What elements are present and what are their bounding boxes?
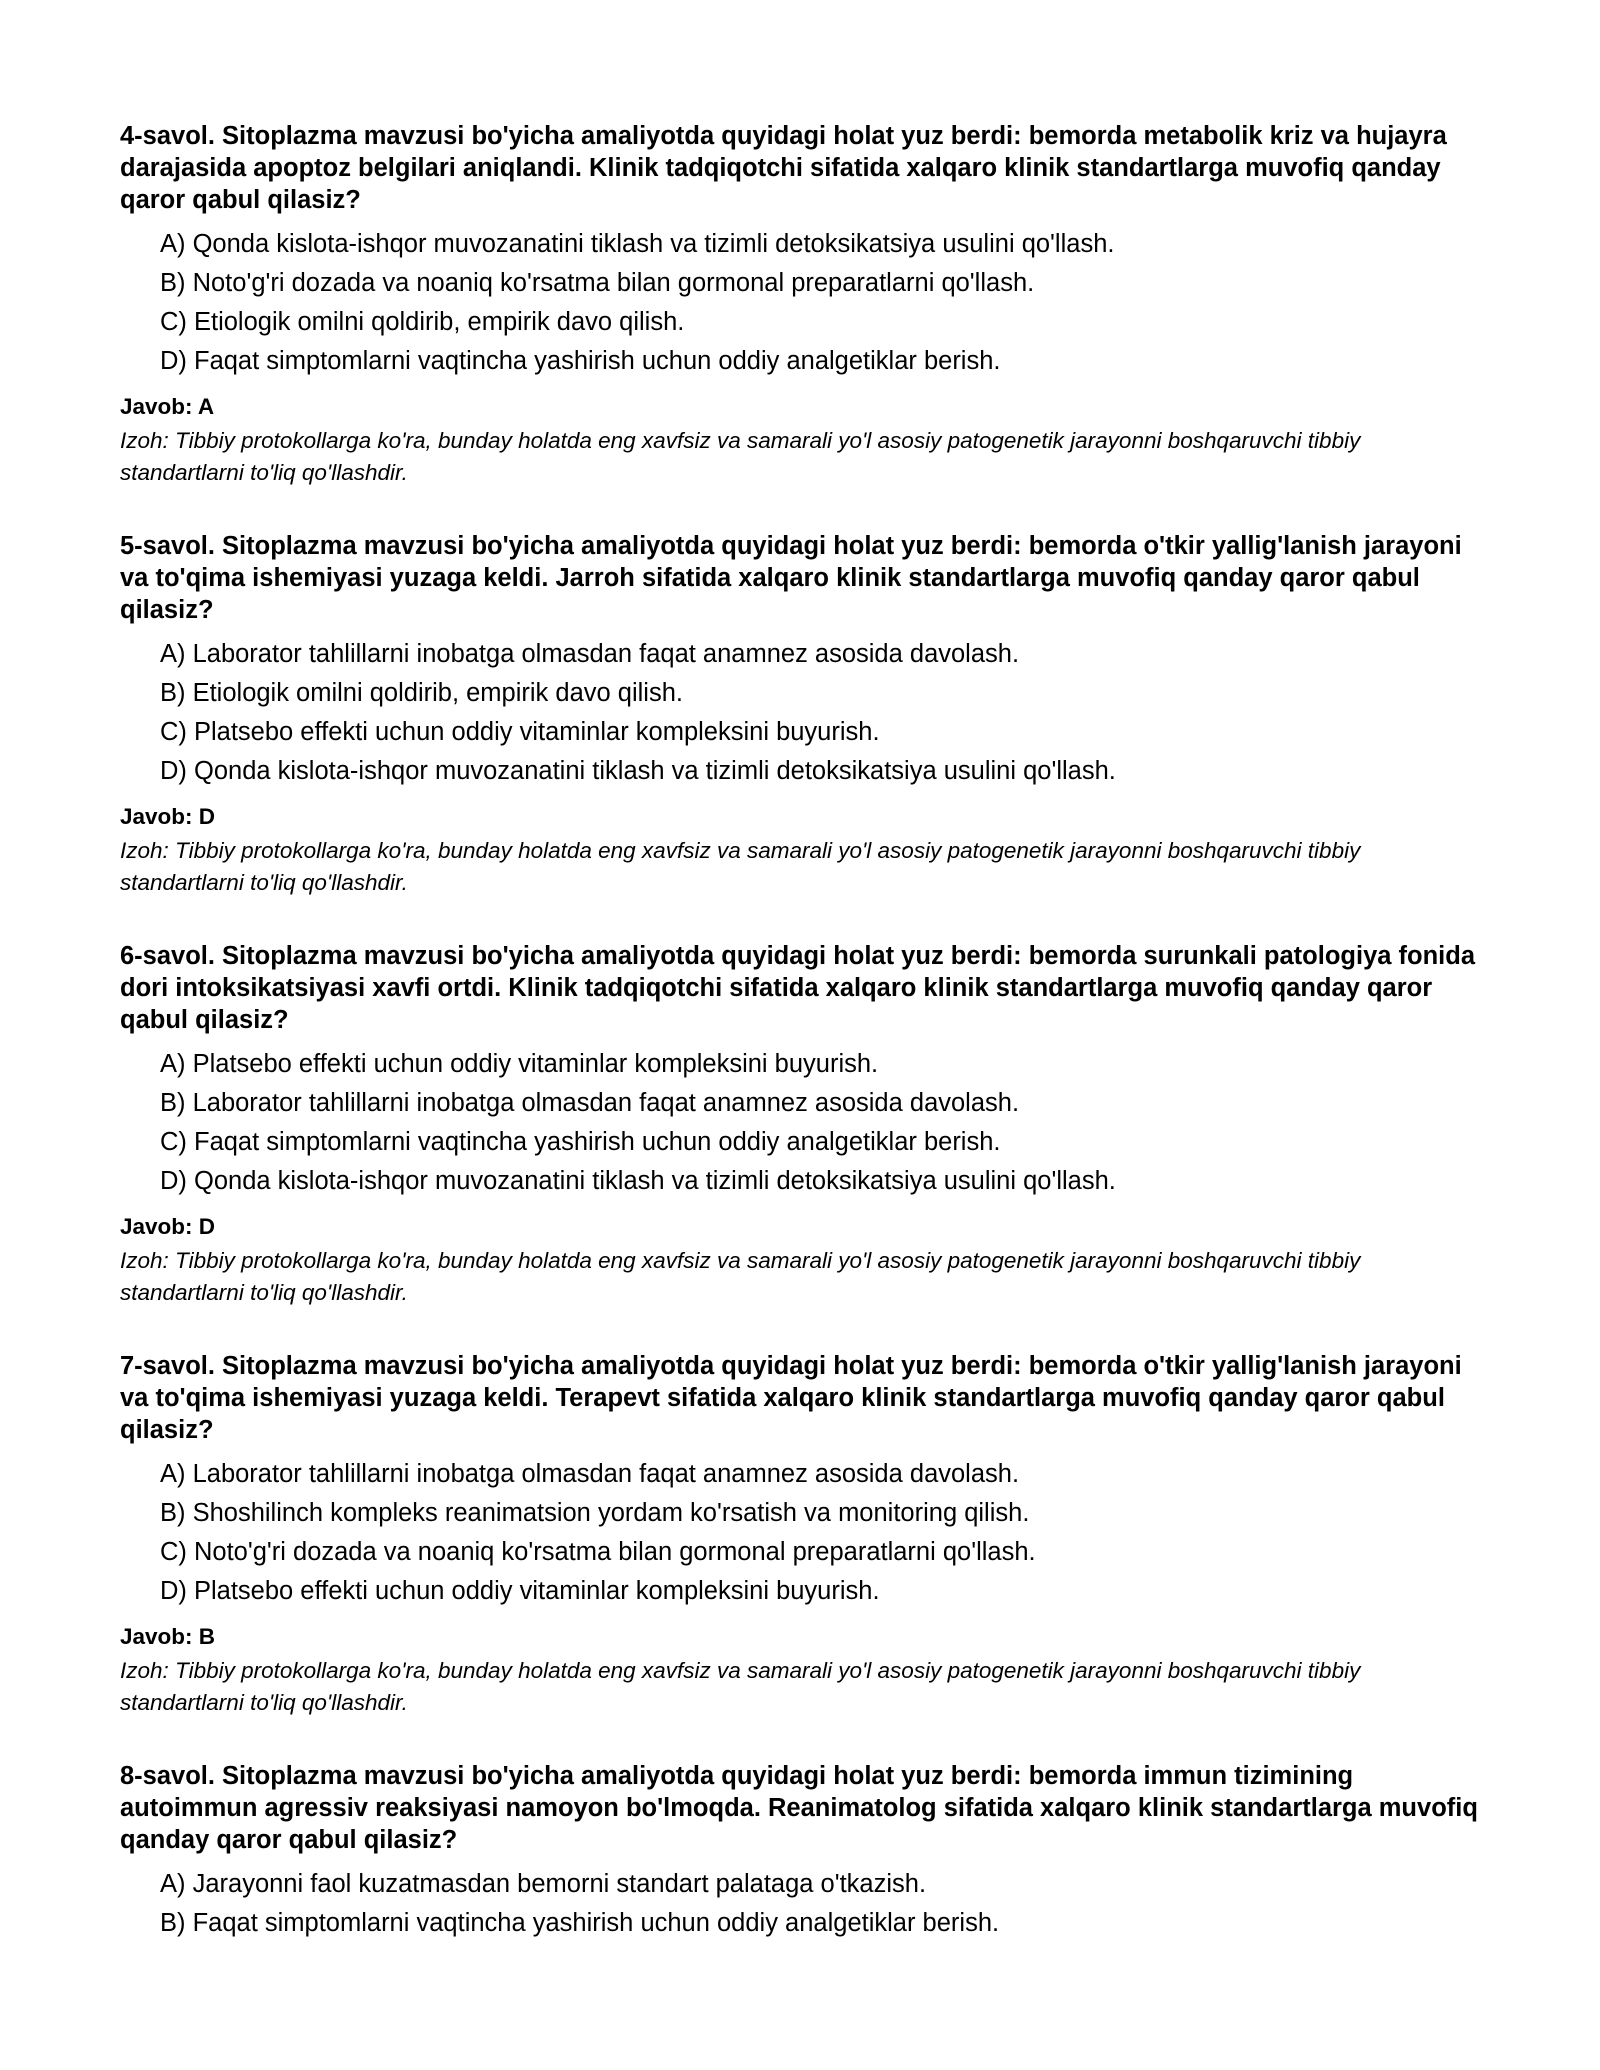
option-b: B) Etiologik omilni qoldirib, empirik davo qilish. (160, 679, 683, 707)
question-4 (120, 120, 1490, 488)
question-title: 4-savol. Sitoplazma mavzusi bo'yicha amaliyotda quyidagi holat yuz berdi: bemorda metabolik kriz va hujayra darajasida apoptoz belgilari aniqlandi. Klinik tadqiqotchi sifatida xalqaro klinik standartlarga muvofiq qanday qaror qabul qilasiz? (120, 122, 1447, 214)
question-5 (120, 530, 1490, 898)
option-list (120, 635, 1490, 791)
option-c: C) Noto'g'ri dozada va noaniq ko'rsatma bilan gormonal preparatlarni qo'llash. (160, 1538, 1036, 1566)
explanation-text: Izoh: Tibbiy protokollarga ko'ra, bunday holatda eng xavfsiz va samarali yo'l asosiy patogenetik jarayonni boshqaruvchi tibbiy standartlarni to'liq qo'llashdir. (120, 838, 1361, 895)
option-b: B) Shoshilinch kompleks reanimatsion yordam ko'rsatish va monitoring qilish. (160, 1499, 1030, 1527)
option-c: C) Etiologik omilni qoldirib, empirik davo qilish. (160, 308, 685, 336)
option-b: B) Noto'g'ri dozada va noaniq ko'rsatma bilan gormonal preparatlarni qo'llash. (160, 269, 1035, 297)
option-b: B) Laborator tahlillarni inobatga olmasdan faqat anamnez asosida davolash. (160, 1089, 1020, 1117)
option-a: A) Qonda kislota-ishqor muvozanatini tiklash va tizimli detoksikatsiya usulini qo'llash. (160, 230, 1115, 258)
question-8 (120, 1760, 1490, 1943)
answer-label: Javob: B (120, 1624, 216, 1649)
option-list (120, 1455, 1490, 1611)
option-b: B) Faqat simptomlarni vaqtincha yashirish uchun oddiy analgetiklar berish. (160, 1909, 1000, 1937)
option-d: D) Platsebo effekti uchun oddiy vitaminlar kompleksini buyurish. (160, 1577, 880, 1605)
option-c: C) Faqat simptomlarni vaqtincha yashirish uchun oddiy analgetiklar berish. (160, 1128, 1001, 1156)
option-d: D) Faqat simptomlarni vaqtincha yashirish uchun oddiy analgetiklar berish. (160, 347, 1001, 375)
option-list (120, 1865, 1490, 1943)
option-list (120, 225, 1490, 381)
option-d: D) Qonda kislota-ishqor muvozanatini tiklash va tizimli detoksikatsiya usulini qo'llash. (160, 757, 1116, 785)
document-page (120, 120, 1490, 1985)
question-title: 8-savol. Sitoplazma mavzusi bo'yicha amaliyotda quyidagi holat yuz berdi: bemorda immun tizimining autoimmun agressiv reaksiyasi namoyon bo'lmoqda. Reanimatolog sifatida xalqaro klinik standartlarga muvofiq qanday qaror qabul qilasiz? (120, 1762, 1478, 1854)
option-d: D) Qonda kislota-ishqor muvozanatini tiklash va tizimli detoksikatsiya usulini qo'llash. (160, 1167, 1116, 1195)
explanation-text: Izoh: Tibbiy protokollarga ko'ra, bunday holatda eng xavfsiz va samarali yo'l asosiy patogenetik jarayonni boshqaruvchi tibbiy standartlarni to'liq qo'llashdir. (120, 1248, 1361, 1305)
question-6 (120, 940, 1490, 1308)
option-a: A) Laborator tahlillarni inobatga olmasdan faqat anamnez asosida davolash. (160, 1460, 1020, 1488)
explanation-text: Izoh: Tibbiy protokollarga ko'ra, bunday holatda eng xavfsiz va samarali yo'l asosiy patogenetik jarayonni boshqaruvchi tibbiy standartlarni to'liq qo'llashdir. (120, 428, 1361, 485)
answer-label: Javob: A (120, 394, 215, 419)
question-title: 5-savol. Sitoplazma mavzusi bo'yicha amaliyotda quyidagi holat yuz berdi: bemorda o'tkir yallig'lanish jarayoni va to'qima ishemiyasi yuzaga keldi. Jarroh sifatida xalqaro klinik standartlarga muvofiq qanday qaror qabul qilasiz? (120, 532, 1462, 624)
option-a: A) Laborator tahlillarni inobatga olmasdan faqat anamnez asosida davolash. (160, 640, 1020, 668)
answer-label: Javob: D (120, 804, 216, 829)
question-7 (120, 1350, 1490, 1718)
question-title: 7-savol. Sitoplazma mavzusi bo'yicha amaliyotda quyidagi holat yuz berdi: bemorda o'tkir yallig'lanish jarayoni va to'qima ishemiyasi yuzaga keldi. Terapevt sifatida xalqaro klinik standartlarga muvofiq qanday qaror qabul qilasiz? (120, 1352, 1462, 1444)
option-c: C) Platsebo effekti uchun oddiy vitaminlar kompleksini buyurish. (160, 718, 880, 746)
explanation-text: Izoh: Tibbiy protokollarga ko'ra, bunday holatda eng xavfsiz va samarali yo'l asosiy patogenetik jarayonni boshqaruvchi tibbiy standartlarni to'liq qo'llashdir. (120, 1658, 1361, 1715)
answer-label: Javob: D (120, 1214, 216, 1239)
option-list (120, 1045, 1490, 1201)
option-a: A) Jarayonni faol kuzatmasdan bemorni standart palataga o'tkazish. (160, 1870, 927, 1898)
option-a: A) Platsebo effekti uchun oddiy vitaminlar kompleksini buyurish. (160, 1050, 879, 1078)
question-title: 6-savol. Sitoplazma mavzusi bo'yicha amaliyotda quyidagi holat yuz berdi: bemorda surunkali patologiya fonida dori intoksikatsiyasi xavfi ortdi. Klinik tadqiqotchi sifatida xalqaro klinik standartlarga muvofiq qanday qaror qabul qilasiz? (120, 942, 1476, 1034)
